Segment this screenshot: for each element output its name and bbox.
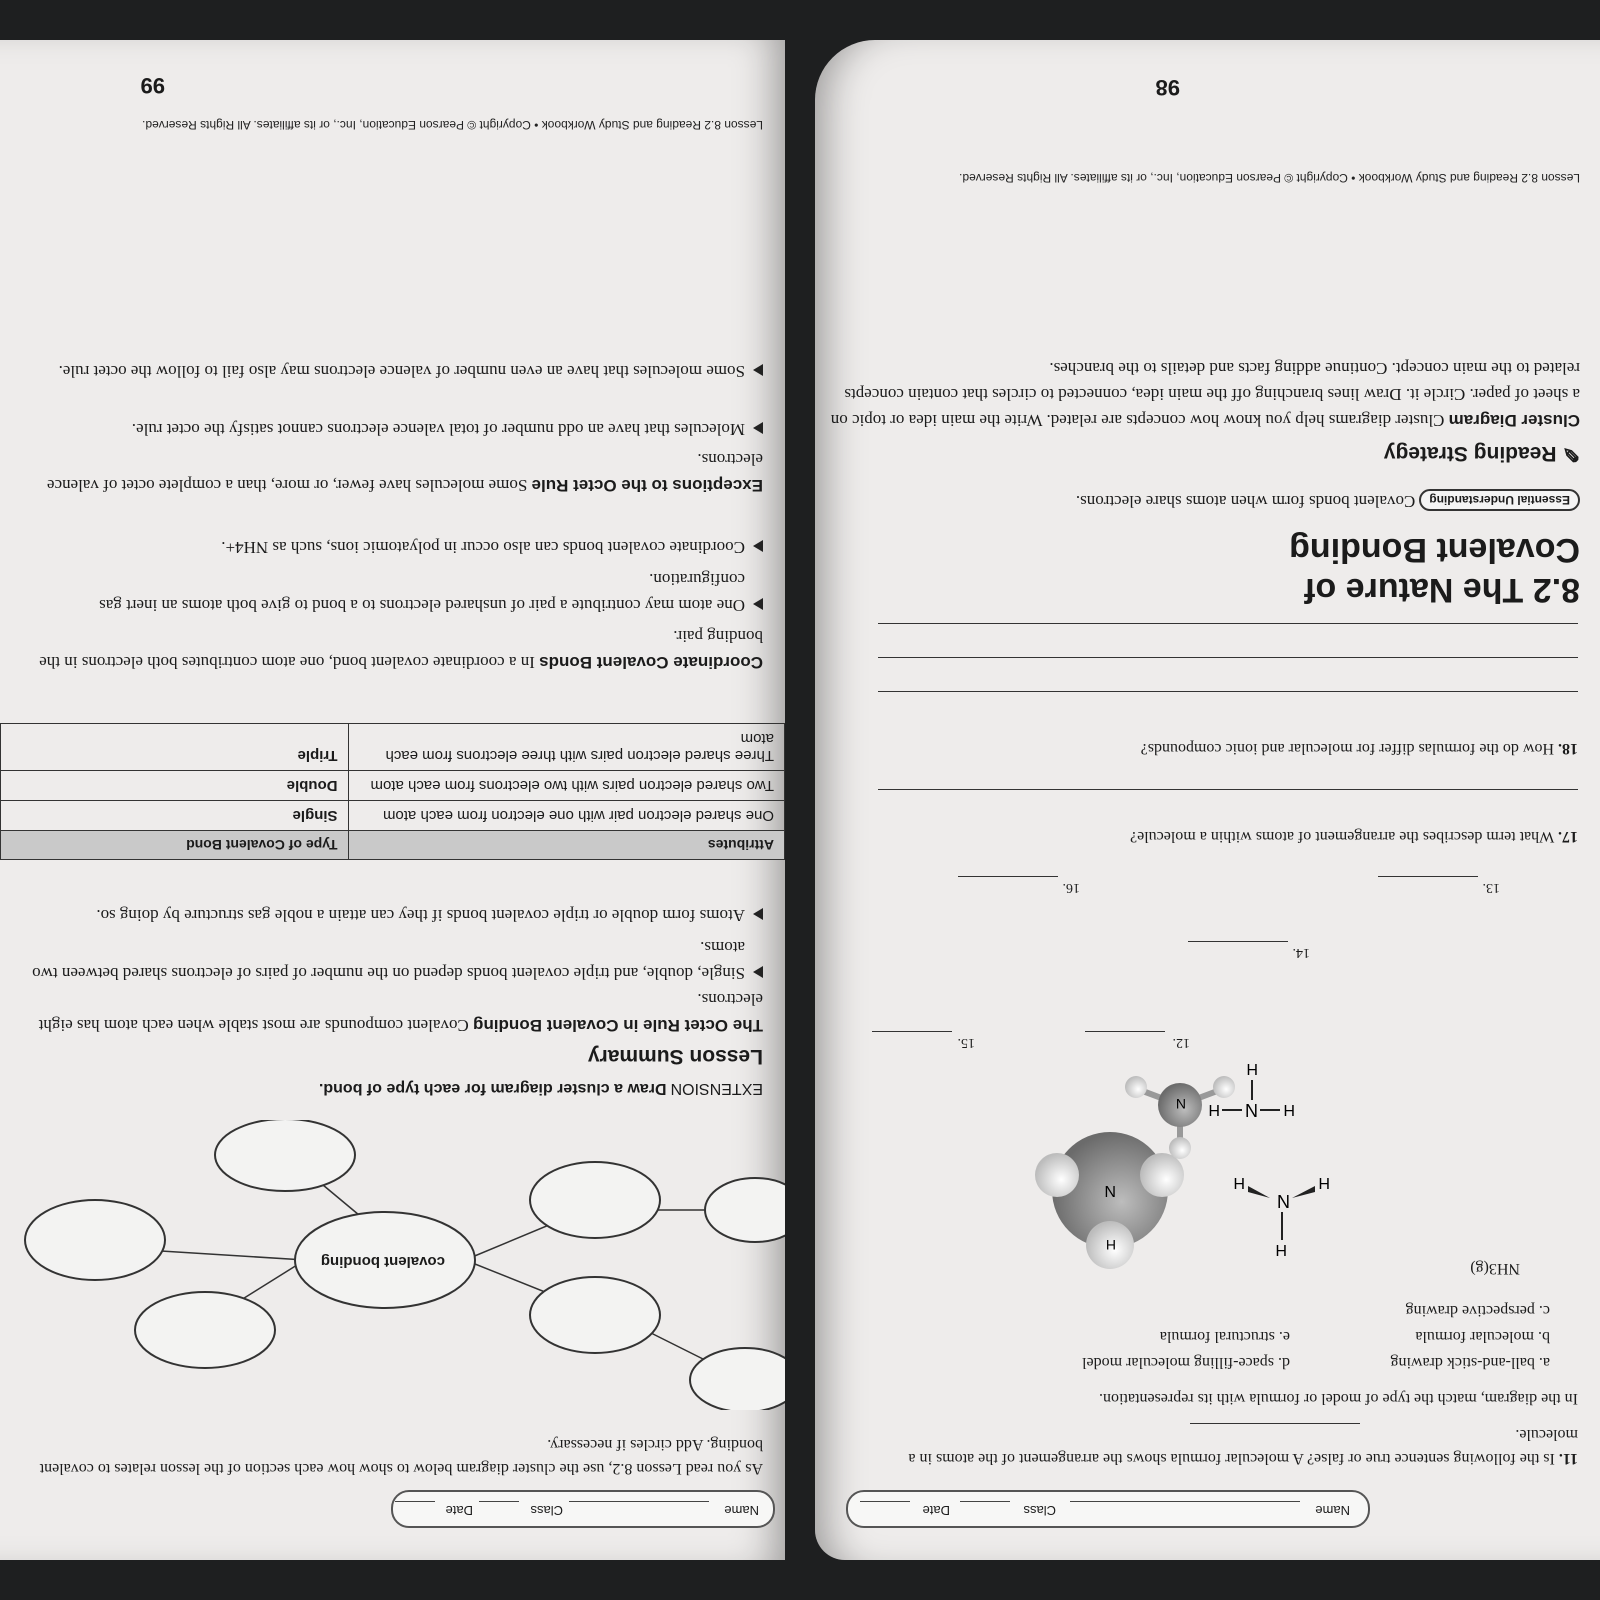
class-line[interactable] (960, 1501, 1010, 1502)
bullet-icon (753, 598, 763, 610)
question-11 (878, 1422, 1578, 1470)
answer-line-18b[interactable] (878, 657, 1578, 658)
svg-text:H: H (1275, 1241, 1287, 1258)
footer-copyright: Lesson 8.2 Reading and Study Workbook • Copyright © Pearson Education, Inc., or its affiliates. All Rights Reserved. (142, 118, 763, 132)
answer-line-18a[interactable] (878, 691, 1578, 692)
essential-understanding: Essential Understanding Covalent bonds form when atoms share electrons. (820, 488, 1580, 514)
svg-text:H: H (1246, 1060, 1258, 1077)
bullet-icon (753, 364, 763, 376)
pencil-icon: ✎ (1562, 442, 1580, 465)
col-type: Type of Covalent Bond (1, 831, 349, 860)
name-line[interactable] (1070, 1501, 1300, 1502)
page-99 (0, 40, 785, 1560)
covalent-bond-table (0, 723, 785, 860)
ammonia-models (870, 990, 1520, 1290)
svg-text:H: H (1283, 1101, 1295, 1118)
answer-line-12[interactable] (1085, 1031, 1165, 1032)
question-text: Is the following sentence true or false? A molecular formula shows the arrangement of the atoms in a molecule. (908, 1426, 1578, 1467)
branch-ellipse (705, 1178, 785, 1242)
bullet-coordinate-1: One atom may contribute a pair of unshared electrons to a bond to give both atoms an inert gas configuration. (99, 570, 745, 615)
date-label: Date (922, 1503, 950, 1518)
bullet-icon (753, 540, 763, 552)
svg-text:N: N (1104, 1182, 1116, 1199)
lesson-title-area (820, 171, 1580, 610)
table-row: One shared electron pair with one electron from each atom Single (1, 801, 785, 831)
branch-ellipse (25, 1200, 165, 1280)
exceptions-paragraph: Exceptions to the Octet Rule Some molecules have fewer, or more, than a complete octet of valence electrons. (47, 450, 763, 495)
cluster-instructions: As you read Lesson 8.2, use the cluster diagram below to show how each section of the lesson relates to covalent bonding. Add circles if necessary. (39, 1436, 763, 1477)
reading-strategy-text: Cluster Diagram Cluster diagrams help you know how concepts are related. Write the main idea or topic on a sheet of paper. Circle it. Draw lines branching off the main idea, connected to circles that contain concepts related to the main concept. Continue adding facts and details to the branches. (830, 359, 1580, 430)
option-d: d. space-filling molecular model (1082, 1354, 1290, 1371)
date-line[interactable] (860, 1501, 910, 1502)
bullet-single-double-triple: Single, double, and triple covalent bonds depend on the number of pairs of electrons shared between two atoms. (32, 938, 745, 983)
bullet-odd-electrons: Molecules that have an odd number of total valence electrons cannot satisfy the octet rule. (131, 420, 745, 439)
answer-line-16[interactable] (958, 876, 1058, 877)
lesson-summary-heading: Lesson Summary (587, 1045, 763, 1068)
branch-ellipse (530, 1277, 660, 1353)
bullet-icon (753, 422, 763, 434)
col-attributes: Attributes (348, 831, 784, 860)
branch-ellipse (690, 1348, 785, 1410)
label-14: 14. (1292, 945, 1310, 960)
class-line[interactable] (479, 1501, 519, 1502)
matching-instructions: In the diagram, match the type of model or formula with its representation. (1099, 1390, 1578, 1407)
question-17: 17. What term describes the arrangement of atoms within a molecule? (1130, 828, 1578, 845)
svg-text:N: N (1245, 1100, 1258, 1120)
perspective-drawing (1233, 1174, 1330, 1258)
bullet-even-electrons: Some molecules that have an even number of valence electrons may also fail to follow the octet rule. (58, 362, 745, 381)
branch-ellipse (215, 1120, 355, 1191)
space-filling-model (1035, 1132, 1184, 1269)
page-number-98: 98 (1155, 75, 1180, 100)
option-a: a. ball-and-stick drawing (1390, 1354, 1550, 1371)
reading-strategy-heading: ✎ Reading Strategy (1383, 442, 1580, 465)
label-13: 13. (1482, 880, 1500, 895)
bullet-coordinate-2: Coordinate covalent bonds can also occur in polyatomic ions, such as NH4+. (221, 538, 745, 557)
answer-line-13[interactable] (1378, 876, 1478, 877)
bullet-double-triple: Atoms form double or triple covalent bonds if they can attain a noble gas structure by doing so. (96, 906, 745, 925)
table-row: Three shared electron pairs with three electrons from each atom Triple (1, 724, 785, 771)
label-12: 12. (1172, 1035, 1190, 1050)
answer-line-17[interactable] (878, 789, 1578, 790)
footer-copyright-left: Lesson 8.2 Reading and Study Workbook • Copyright © Pearson Education, Inc., or its affiliates. All Rights Reserved. (959, 171, 1580, 185)
branch-ellipse (135, 1292, 275, 1368)
label-16: 16. (1062, 880, 1080, 895)
label-15: 15. (957, 1035, 975, 1050)
lesson-subtitle: Covalent Bonding (1289, 531, 1580, 569)
octet-rule-paragraph: The Octet Rule in Covalent Bonding Covalent compounds are most stable when each atom has eight electrons. (38, 990, 763, 1035)
name-line[interactable] (569, 1501, 709, 1502)
svg-text:N: N (1277, 1191, 1290, 1211)
question-18: 18. How do the formulas differ for molecular and ionic compounds? (1140, 740, 1578, 757)
question-number: 11. (1558, 1450, 1578, 1467)
answer-line-18c[interactable] (878, 623, 1578, 624)
name-label: Name (1315, 1503, 1350, 1518)
coordinate-covalent-paragraph: Coordinate Covalent Bonds In a coordinate covalent bond, one atom contributes both electrons in the bonding pair. (39, 627, 763, 672)
covalent-bond-table-wrap (0, 723, 785, 860)
essential-understanding-badge: Essential Understanding (1419, 489, 1580, 511)
option-c: c. perspective drawing (1405, 1302, 1550, 1319)
svg-text:H: H (1233, 1174, 1245, 1191)
extension-instructions: EXTENSION Draw a cluster diagram for each type of bond. (318, 1080, 763, 1097)
lesson-title: 8.2 The Nature of (1304, 571, 1580, 609)
branch-ellipse (530, 1162, 660, 1238)
answer-line-15[interactable] (872, 1031, 952, 1032)
option-e: e. structural formula (1159, 1328, 1290, 1345)
central-node-label: covalent bonding (320, 1253, 445, 1270)
bullet-icon (753, 908, 763, 920)
page-number-99: 99 (140, 73, 165, 98)
answer-line-14[interactable] (1188, 941, 1288, 942)
name-class-date-header-right: Name Class Date (391, 1490, 775, 1528)
answer-line-11[interactable] (1190, 1423, 1360, 1424)
svg-text:H: H (1105, 1237, 1116, 1253)
ammonia-label: NH3(g) (1470, 1260, 1520, 1277)
svg-text:H: H (1208, 1101, 1220, 1118)
name-class-date-header (846, 1490, 1370, 1528)
option-b: b. molecular formula (1415, 1328, 1550, 1345)
bullet-icon (753, 966, 763, 978)
class-label: Class (1023, 1503, 1056, 1518)
svg-text:H: H (1318, 1174, 1330, 1191)
svg-text:N: N (1175, 1096, 1186, 1112)
date-line[interactable] (395, 1501, 435, 1502)
table-row: Two shared electron pairs with two electrons from each atom Double (1, 771, 785, 801)
